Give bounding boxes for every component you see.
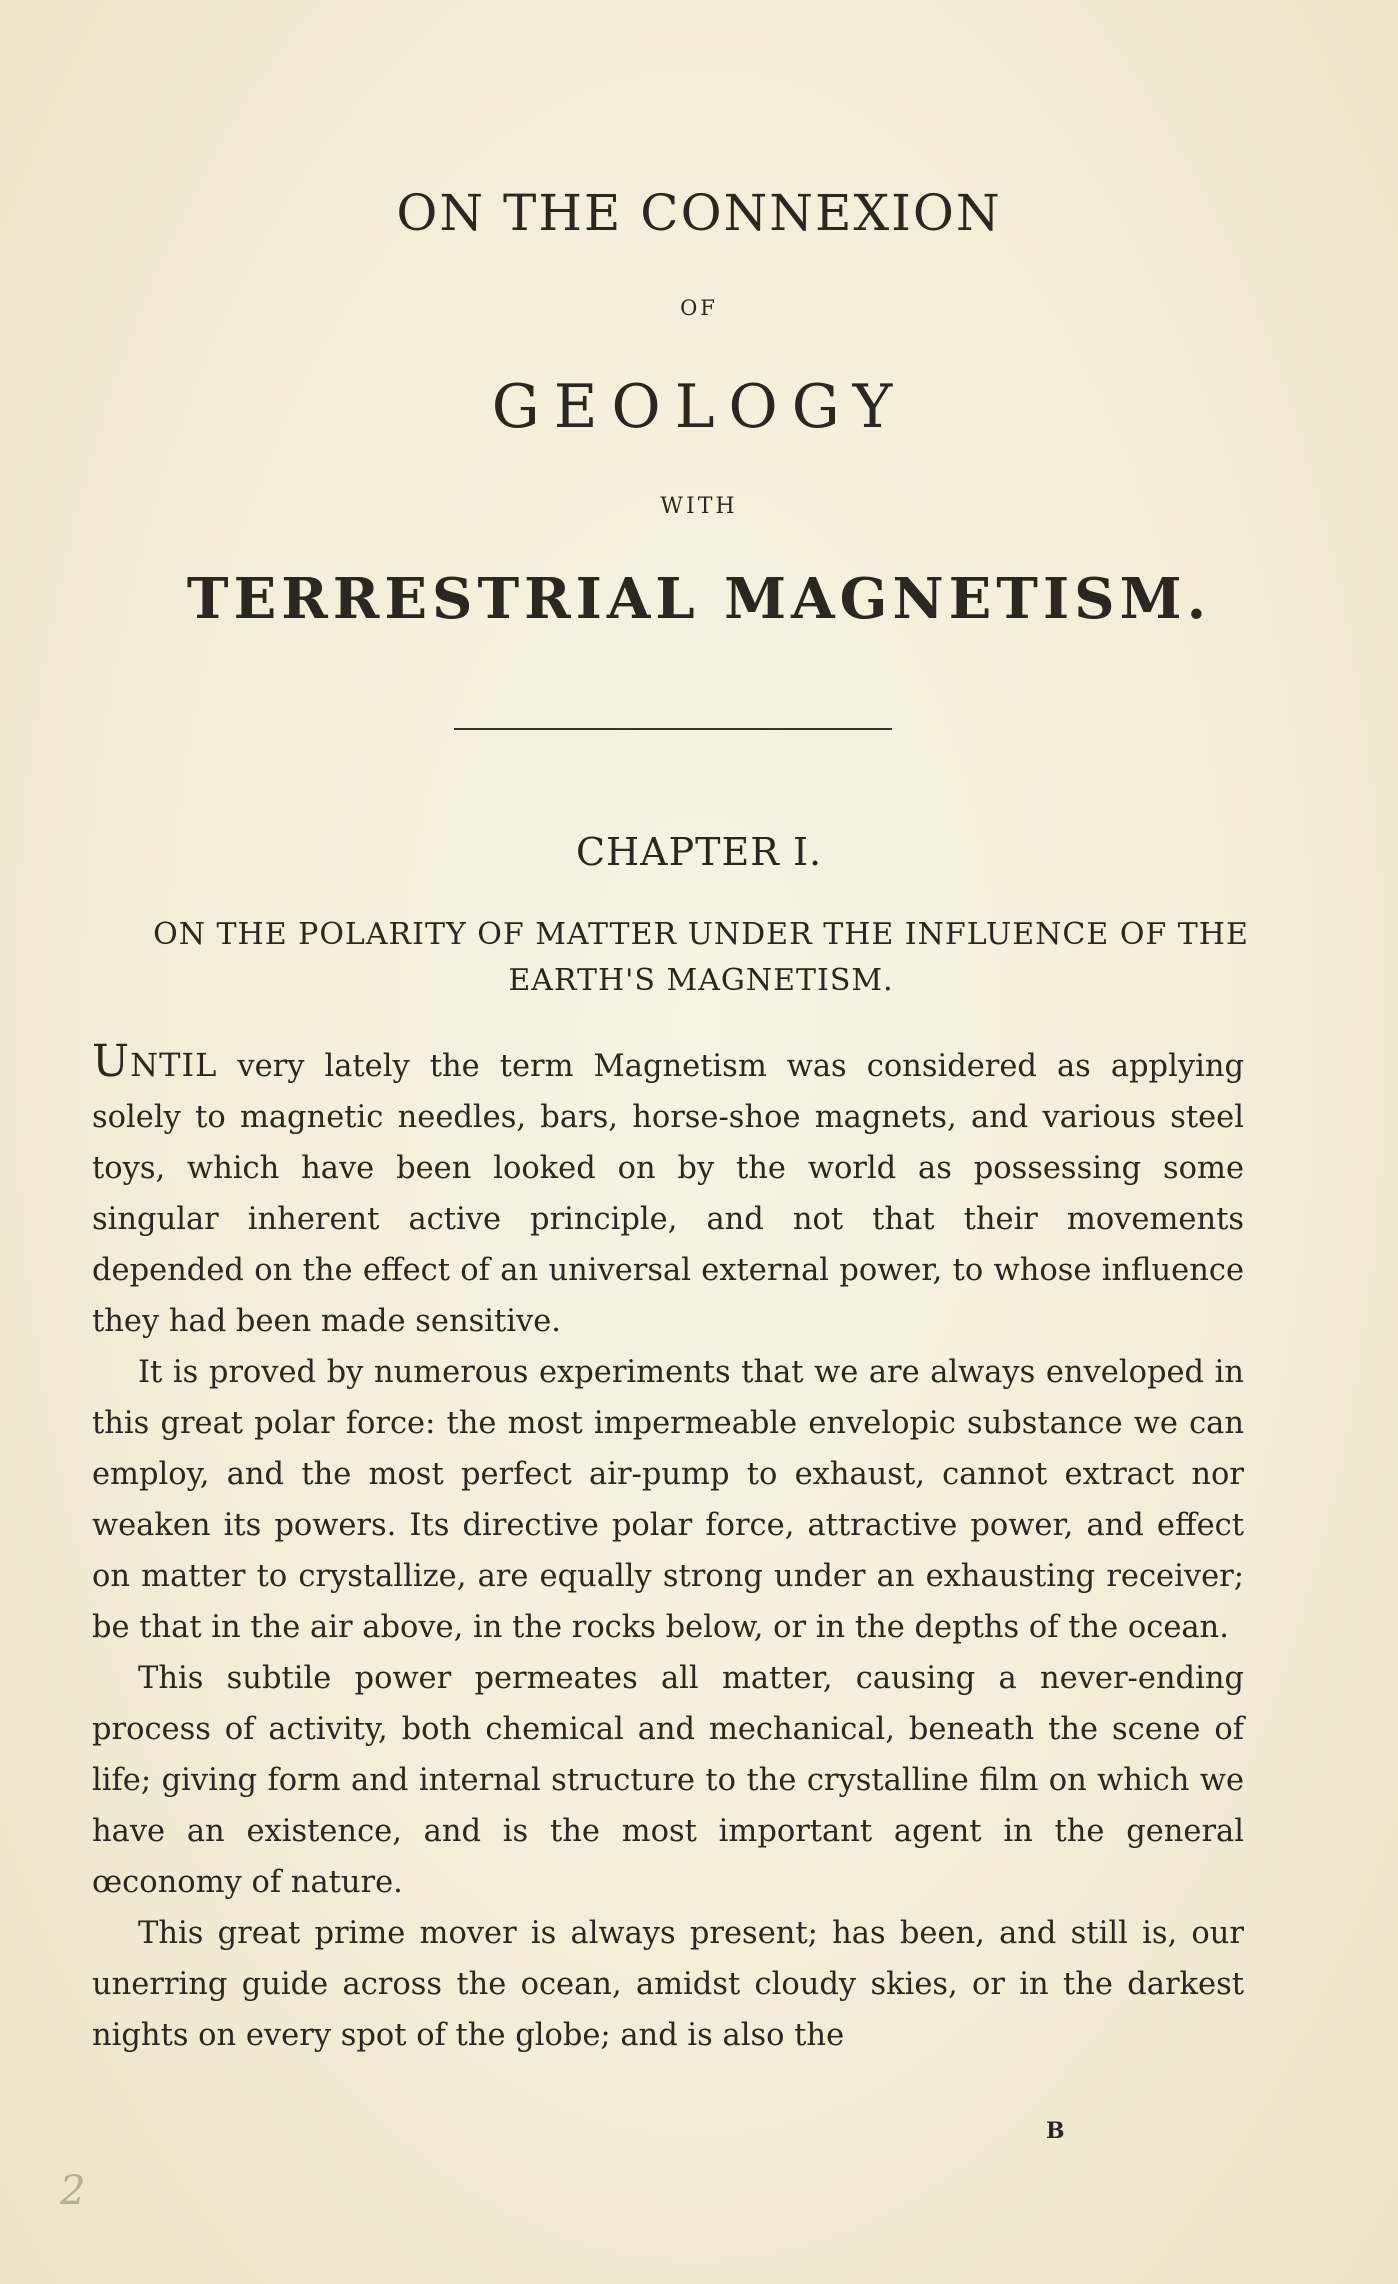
title-terrestrial-magnetism: TERRESTRIAL MAGNETISM. <box>186 566 1212 632</box>
body-text <box>92 1036 1244 2061</box>
paragraph-4: This great prime mover is always present; has been, and still is, our unerring guide across the ocean, amidst cloudy skies, or in the darkest nights on every spot of the globe; and is also the <box>92 1916 1244 2053</box>
margin-pencil-mark: 2 <box>60 2168 86 2214</box>
drop-capital: U <box>92 1036 131 1087</box>
title-with: WITH <box>660 494 738 519</box>
paragraph-3: This subtile power permeates all matter, causing a never-ending process of activity, both chemical and mechanical, beneath the scene of life; giving form and internal structure to the crystalline film on which we have an existence, and is the most important agent in the general œconomy of nature. <box>92 1661 1244 1900</box>
paragraph-2: It is proved by numerous experiments that we are always enveloped in this great polar force: the most impermeable envelopic substance we can employ, and the most perfect air-pump to exhaust, cannot extract nor weaken its powers. Its directive polar force, attractive power, and effect on matter to crystallize, are equally strong under an exhausting receiver; be that in the air above, in the rocks below, or in the depths of the ocean. <box>92 1355 1244 1645</box>
signature-mark: B <box>1046 2118 1065 2144</box>
title-of: OF <box>680 296 718 320</box>
title-line-connexion: ON THE CONNEXION <box>396 184 1002 242</box>
paragraph-1-text: very lately the term Magnetism was considered as applying solely to magnetic needles, bars, horse-shoe magnets, and various steel toys, which have been looked on by the world as possessing some singular inherent active principle, and not that their movements depended on the effect of an universal external power, to whose influence they had been made sensitive. <box>92 1049 1244 1339</box>
title-divider-rule <box>454 728 892 730</box>
title-geology: GEOLOGY <box>491 372 907 442</box>
chapter-heading: CHAPTER I. <box>575 830 823 874</box>
chapter-subtitle: ON THE POLARITY OF MATTER UNDER THE INFLUENCE OF THE EARTH'S MAGNETISM. <box>153 917 1249 998</box>
paragraph-1 <box>92 1036 1244 1347</box>
first-word-smallcaps: NTIL <box>130 1046 218 1084</box>
